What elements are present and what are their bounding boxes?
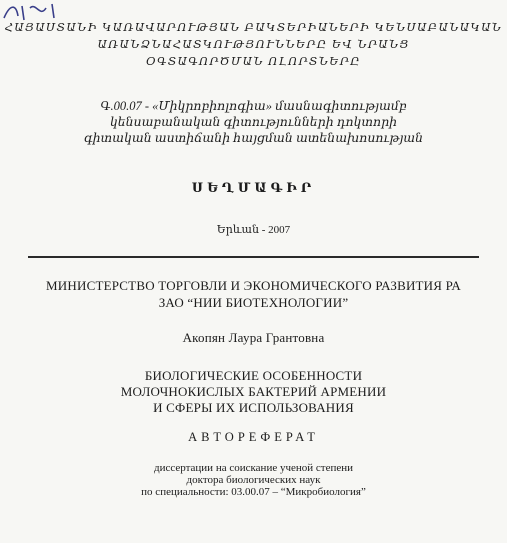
author-name: Акопян Лаура Грантовна <box>182 330 325 345</box>
city-year: Երևան - 2007 <box>216 224 291 236</box>
degree-line-3: по специальности: 03.00.07 – “Микробиология” <box>141 486 366 498</box>
armenian-header-line-2: ԱՌԱՆՁՆԱՀԱՏԿՈՒԹՅՈՒՆՆԵՐԸ ԵՎ ՆՐԱՆՑ <box>97 39 410 51</box>
specialty-line-2: կենսաբանական գիտությունների դոկտորի <box>109 115 398 129</box>
armenian-header-line-1: ՀԱՅԱՍՏԱՆԻ ԿԱՌԱՎԱՐՈՒԹՅԱՆ ԲԱԿՏԵՐԻԱՆԵՐԻ ԿԵՆՍԱԲԱՆԱԿԱՆ <box>4 22 503 34</box>
ministry-line-2: ЗАО “НИИ БИОТЕХНОЛОГИИ” <box>158 295 349 310</box>
degree-line-1: диссертации на соискание ученой степени <box>153 462 354 474</box>
thesis-title-line-3: И СФЕРЫ ИХ ИСПОЛЬЗОВАНИЯ <box>153 400 354 415</box>
specialty-line-3: գիտական աստիճանի հայցման ատենախոսության <box>83 131 424 145</box>
doc-type: АВТОРЕФЕРАТ <box>188 430 319 444</box>
armenian-header-line-3: ՕԳՏԱԳՈՐԾՄԱՆ ՈԼՈՐՏՆԵՐԸ <box>146 56 361 68</box>
thesis-title-line-2: МОЛОЧНОКИСЛЫХ БАКТЕРИЙ АРМЕНИИ <box>120 384 387 399</box>
section-divider <box>28 256 479 258</box>
armenian-doc-title: ՍԵՂՄԱԳԻՐ <box>191 180 316 195</box>
specialty-line-1: Գ.00.07 - «Միկրոբիոլոգիա» մասնագիտությամբ <box>100 99 407 113</box>
ministry-line-1: МИНИСТЕРСТВО ТОРГОВЛИ И ЭКОНОМИЧЕСКОГО РАЗВИТИЯ РА <box>46 278 461 293</box>
degree-line-2: доктора биологических наук <box>186 474 321 486</box>
thesis-title-line-1: БИОЛОГИЧЕСКИЕ ОСОБЕННОСТИ <box>144 368 363 383</box>
